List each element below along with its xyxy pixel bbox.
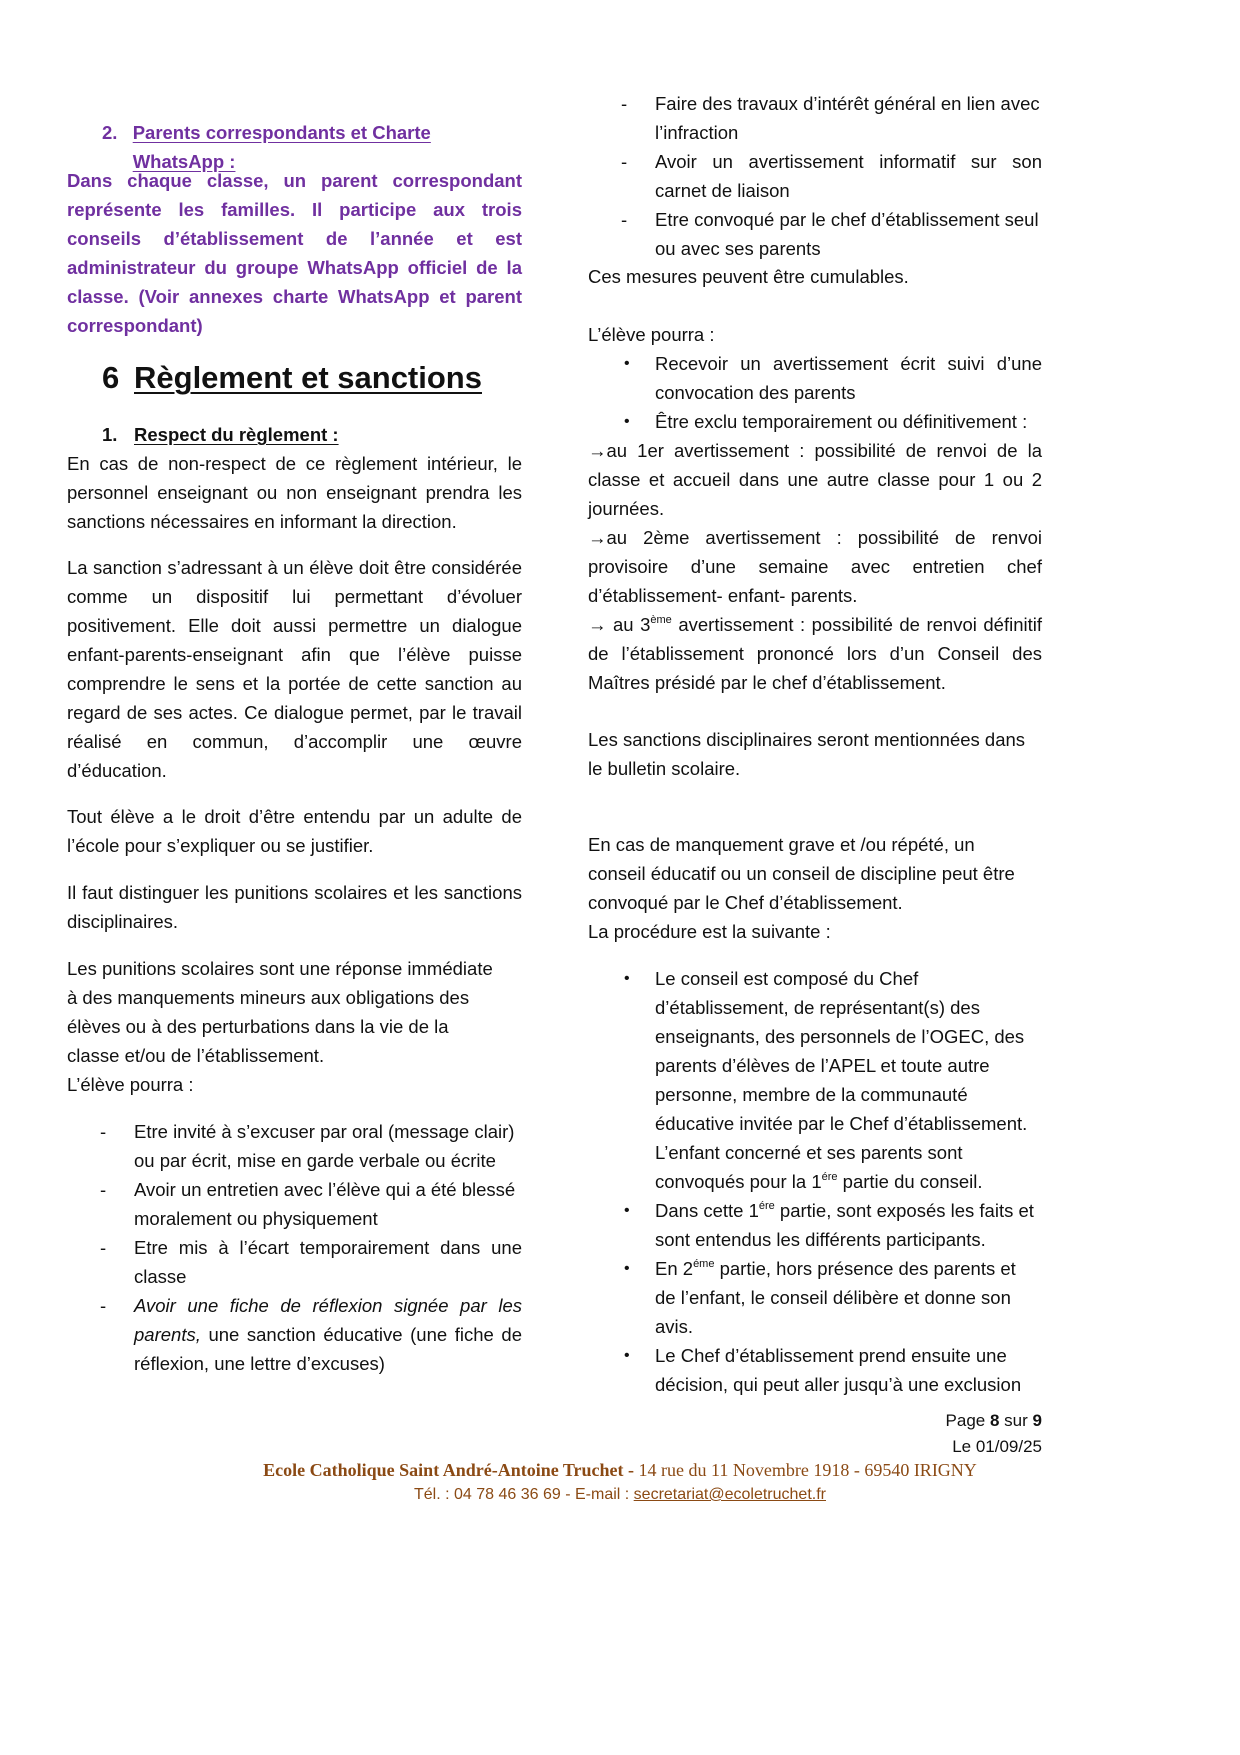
bulletin-text: Les sanctions disciplinaires seront mentionnées dans le bulletin scolaire. — [588, 729, 1026, 779]
document-date: Le 01/09/25 — [952, 1437, 1042, 1456]
dash-marker: - — [100, 1295, 107, 1316]
bullet-icon: • — [624, 970, 630, 987]
dash-marker: - — [100, 1179, 107, 1200]
italic-text: Avoir une fiche de réflexion signée par les parents, — [134, 1295, 522, 1345]
paragraph-droit-entendu: Tout élève a le droit d’être entendu par un adulte de l’école pour s’expliquer ou se justifier. — [67, 806, 522, 856]
bullet-icon: • — [624, 1202, 630, 1219]
dash-marker: - — [621, 151, 628, 172]
email-link[interactable]: secretariat@ecoletruchet.fr — [633, 1486, 826, 1503]
list-item: - Avoir un avertissement informatif sur son carnet de liaison — [588, 147, 1042, 205]
subsection-number: 1. — [102, 424, 118, 445]
page-number: Page 8 sur 9 Le 01/09/25 — [946, 1408, 1042, 1460]
list-item: • En $2^{éme}$ partie, hors présence des parents et de l’enfant, le conseil délibère et donne son avis. — [588, 1254, 1042, 1341]
cumulables-text: Ces mesures peuvent être cumulables. — [588, 266, 909, 287]
eleve-pourra-label: L’élève pourra : — [588, 324, 715, 345]
paragraph-distinguer: Il faut distinguer les punitions scolaires et les sanctions disciplinaires. — [67, 882, 522, 932]
avertissement-2: →au 2ème avertissement : possibilité de renvoi provisoire d’une semaine avec entretien chef d’établissement- enfant- parents. — [588, 527, 1042, 606]
list-item: - Etre convoqué par le chef d’établissement seul ou avec ses parents — [588, 205, 1042, 263]
dash-marker: - — [621, 209, 628, 230]
footer-address — [0, 1458, 1240, 1508]
avertissement-1: →au 1er avertissement : possibilité de renvoi de la classe et accueil dans une autre classe pour 1 ou 2 journées. — [588, 440, 1042, 519]
list-item: - Avoir un entretien avec l’élève qui a été blessé moralement ou physiquement — [67, 1175, 522, 1233]
bullet-icon: • — [624, 1260, 630, 1277]
avertissement-3: → au 3ème avertissement : possibilité de renvoi définitif de l’établissement prononcé lors d’un Conseil des Maîtres présidé par le chef d’établissement. — [588, 614, 1043, 693]
dash-marker: - — [100, 1237, 107, 1258]
bullet-icon: • — [624, 413, 630, 430]
punitions-list — [67, 1117, 522, 1378]
list-item: - Avoir une fiche de réflexion signée par les parents, une sanction éducative (une fiche de réflexion, une lettre d’excuses) — [67, 1291, 522, 1378]
paragraph-punitions: Les punitions scolaires sont une réponse immédiate à des manquements mineurs aux obligations des élèves ou à des perturbations dans la vie de la classe et/ou de l’établissement. — [67, 958, 493, 1066]
list-item: • Recevoir un avertissement écrit suivi d’une convocation des parents — [588, 349, 1042, 407]
school-name: Ecole Catholique Saint André-Antoine Truchet - — [263, 1460, 635, 1480]
sanctions-bullets — [588, 349, 1042, 436]
list-item: • Le Chef d’établissement prend ensuite une décision, qui peut aller jusqu’à une exclusion — [588, 1341, 1042, 1399]
chapter-number: 6 — [102, 360, 120, 395]
contact-phone: Tél. : 04 78 46 36 69 - E-mail : — [414, 1486, 634, 1503]
list-item: - Etre mis à l’écart temporairement dans une classe — [67, 1233, 522, 1291]
chapter-heading — [67, 358, 522, 398]
section-title: Parents correspondants et Charte WhatsApp : — [132, 122, 431, 172]
bullet-icon: • — [624, 355, 630, 372]
section-number: 2. — [102, 122, 118, 143]
dash-marker: - — [621, 93, 628, 114]
list-item: - Faire des travaux d’intérêt général en lien avec l’infraction — [588, 89, 1042, 147]
subsection-title: Respect du règlement : — [134, 424, 339, 445]
paragraph-non-respect: En cas de non-respect de ce règlement intérieur, le personnel enseignant ou non enseignant prendra les sanctions nécessaires en informant la direction. — [67, 453, 522, 532]
chapter-title: Règlement et sanctions — [134, 360, 482, 395]
list-item: • Le conseil est composé du Chef d’établissement, de représentant(s) des enseignants, des personnels de l’OGEC, des parents d’élèves de l’APEL et toute autre personne, membre de la communauté éducative invitée par le Chef d’établissement. L’enfant concerné et ses parents sont convoqués pour la $1^{ére}$ partie du conseil. — [588, 964, 1042, 1196]
bullet-icon: • — [624, 1347, 630, 1364]
subsection-heading-respect — [67, 420, 522, 449]
school-address: 14 rue du 11 Novembre 1918 - 69540 IRIGNY — [634, 1460, 977, 1480]
dash-marker: - — [100, 1121, 107, 1142]
procedure-list — [588, 964, 1042, 1399]
manquement-grave-text: En cas de manquement grave et /ou répété, un conseil éducatif ou un conseil de discipline peut être convoqué par le Chef d’établissement. La procédure est la suivante : — [588, 834, 1015, 942]
list-item: • Dans cette $1^{ére}$ partie, sont exposés les faits et sont entendus les différents participants. — [588, 1196, 1042, 1254]
eleve-pourra-label: L’élève pourra : — [67, 1074, 194, 1095]
mesures-list — [588, 89, 1042, 263]
paragraph-sanction: La sanction s’adressant à un élève doit être considérée comme un dispositif lui permettant d’évoluer positivement. Elle doit aussi permettre un dialogue enfant-parents-enseignant afin que l’élève puisse comprendre le sens et la portée de cette sanction au regard de ses actes. Ce dialogue permet, par le travail réalisé en commun, d’accomplir une œuvre d’éducation. — [67, 557, 522, 781]
list-item: • Être exclu temporairement ou définitivement : — [588, 407, 1042, 436]
list-item: - Etre invité à s’excuser par oral (message clair) ou par écrit, mise en garde verbale ou écrite — [67, 1117, 522, 1175]
parents-correspondants-paragraph: Dans chaque classe, un parent correspondant représente les familles. Il participe aux trois conseils d’établissement de l’année et est administrateur du groupe WhatsApp officiel de la classe. (Voir annexes charte WhatsApp et parent correspondant) — [67, 170, 522, 336]
